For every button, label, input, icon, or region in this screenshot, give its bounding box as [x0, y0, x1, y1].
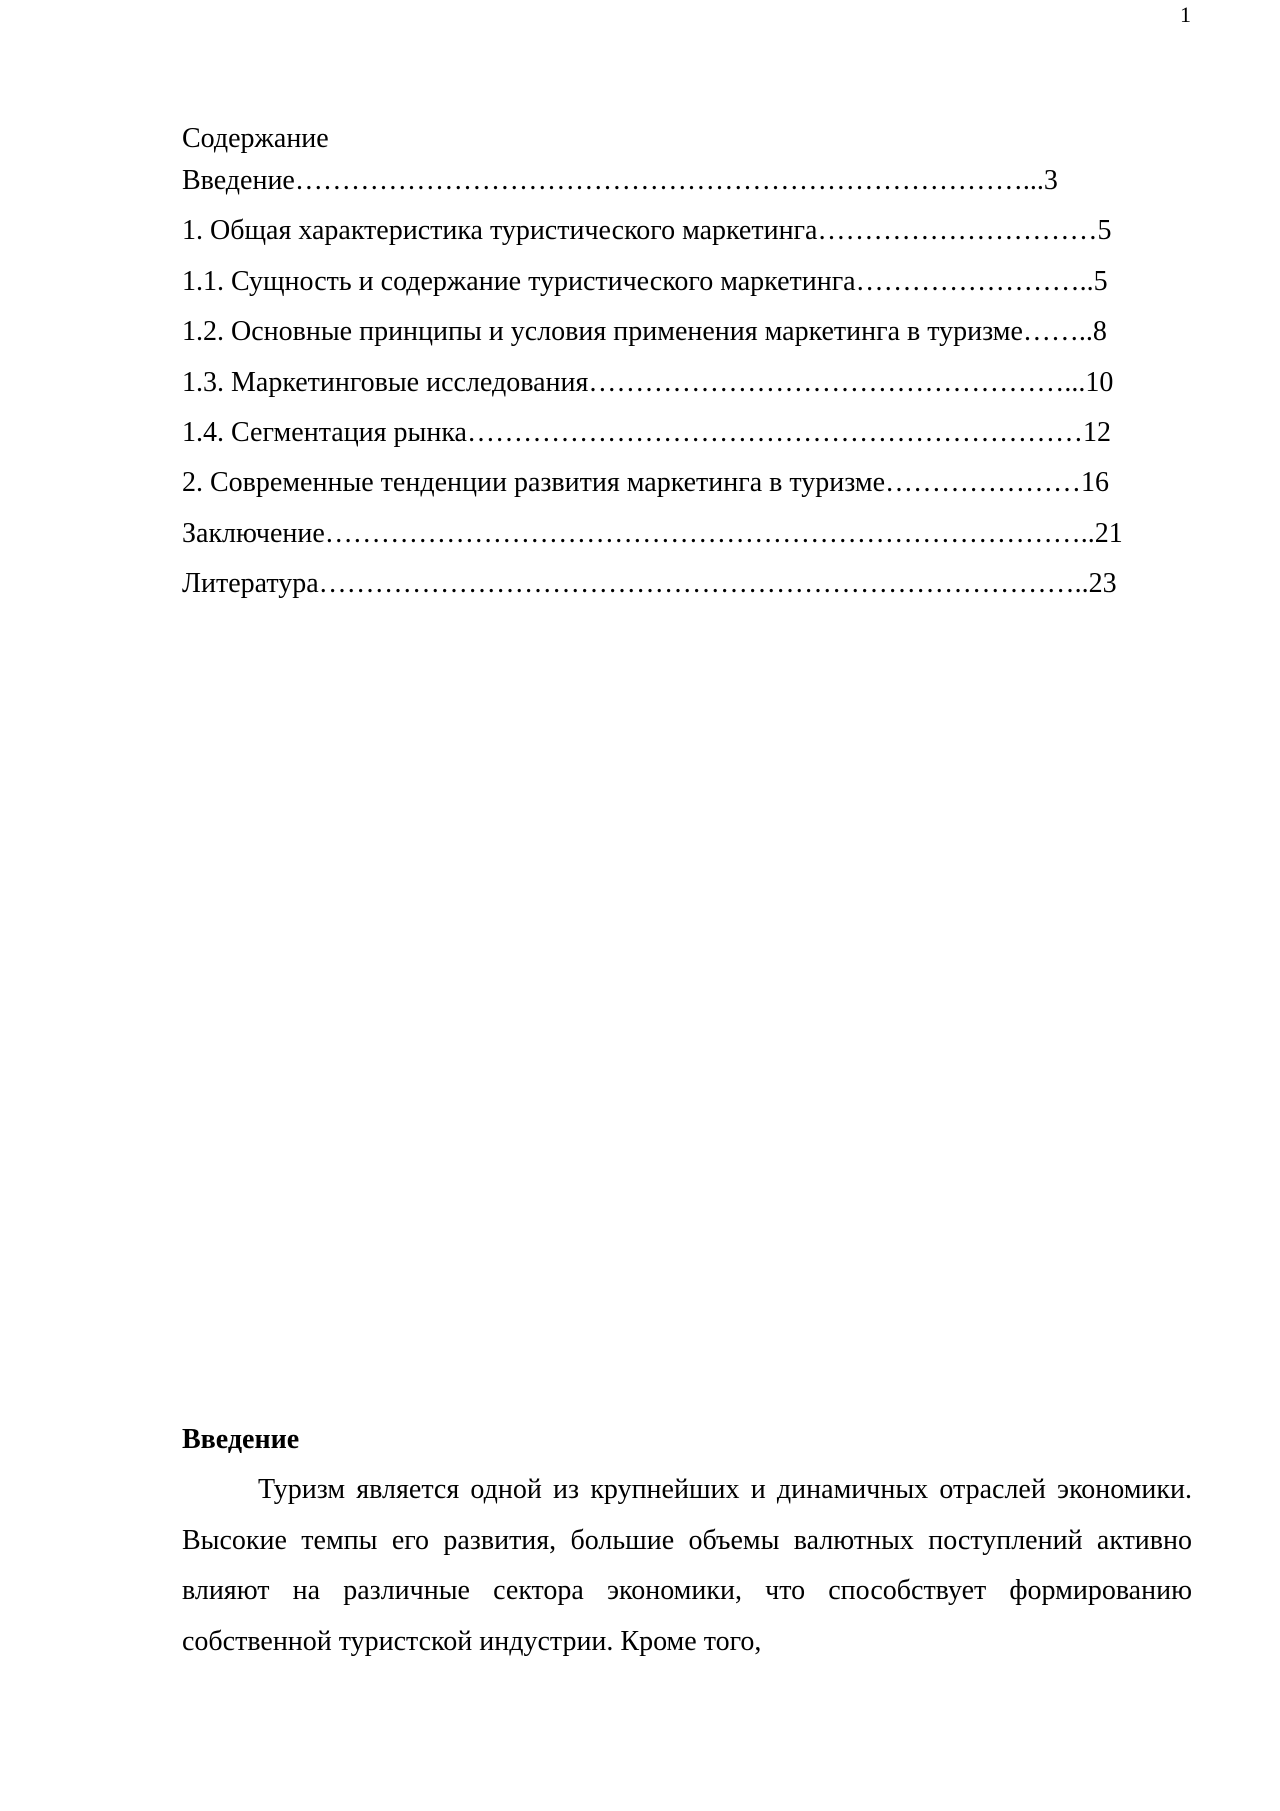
- toc-entry-section-1-3: 1.3. Маркетинговые исследования……………………………………………...10: [182, 366, 1114, 398]
- toc-entry-section-1-4: 1.4. Сегментация рынка…………………………………………………………12: [182, 416, 1111, 448]
- toc-entry-chapter-1: 1. Общая характеристика туристического маркетинга…………………………5: [182, 215, 1112, 247]
- intro-paragraph: Туризм является одной из крупнейших и динамичных отраслей экономики. Высокие темпы его развития, большие объемы валютных поступлений активно влияют на различные сектора экономики, что способствует формированию собственной туристской индустрии. Кроме того,: [182, 1474, 1192, 1657]
- toc-entry-section-1-1: 1.1. Сущность и содержание туристического маркетинга……………………..5: [182, 265, 1108, 297]
- toc-entry-section-1-2: 1.2. Основные принципы и условия применения маркетинга в туризме……..8: [182, 316, 1107, 348]
- intro-heading: Введение: [182, 1424, 300, 1455]
- introduction-section: [182, 1415, 1192, 1667]
- toc-entry-literature: Литература………………………………………………………………………..23: [182, 568, 1117, 600]
- toc-entry-introduction: Введение……………………………………………………………………...3: [182, 165, 1058, 196]
- page-number: 1: [1180, 2, 1191, 27]
- table-of-contents: [182, 118, 1192, 614]
- toc-entry-conclusion: Заключение………………………………………………………………………..21: [182, 517, 1123, 549]
- toc-heading: Содержание: [182, 123, 329, 154]
- toc-entry-chapter-2: 2. Современные тенденции развития маркетинга в туризме…………………16: [182, 467, 1110, 499]
